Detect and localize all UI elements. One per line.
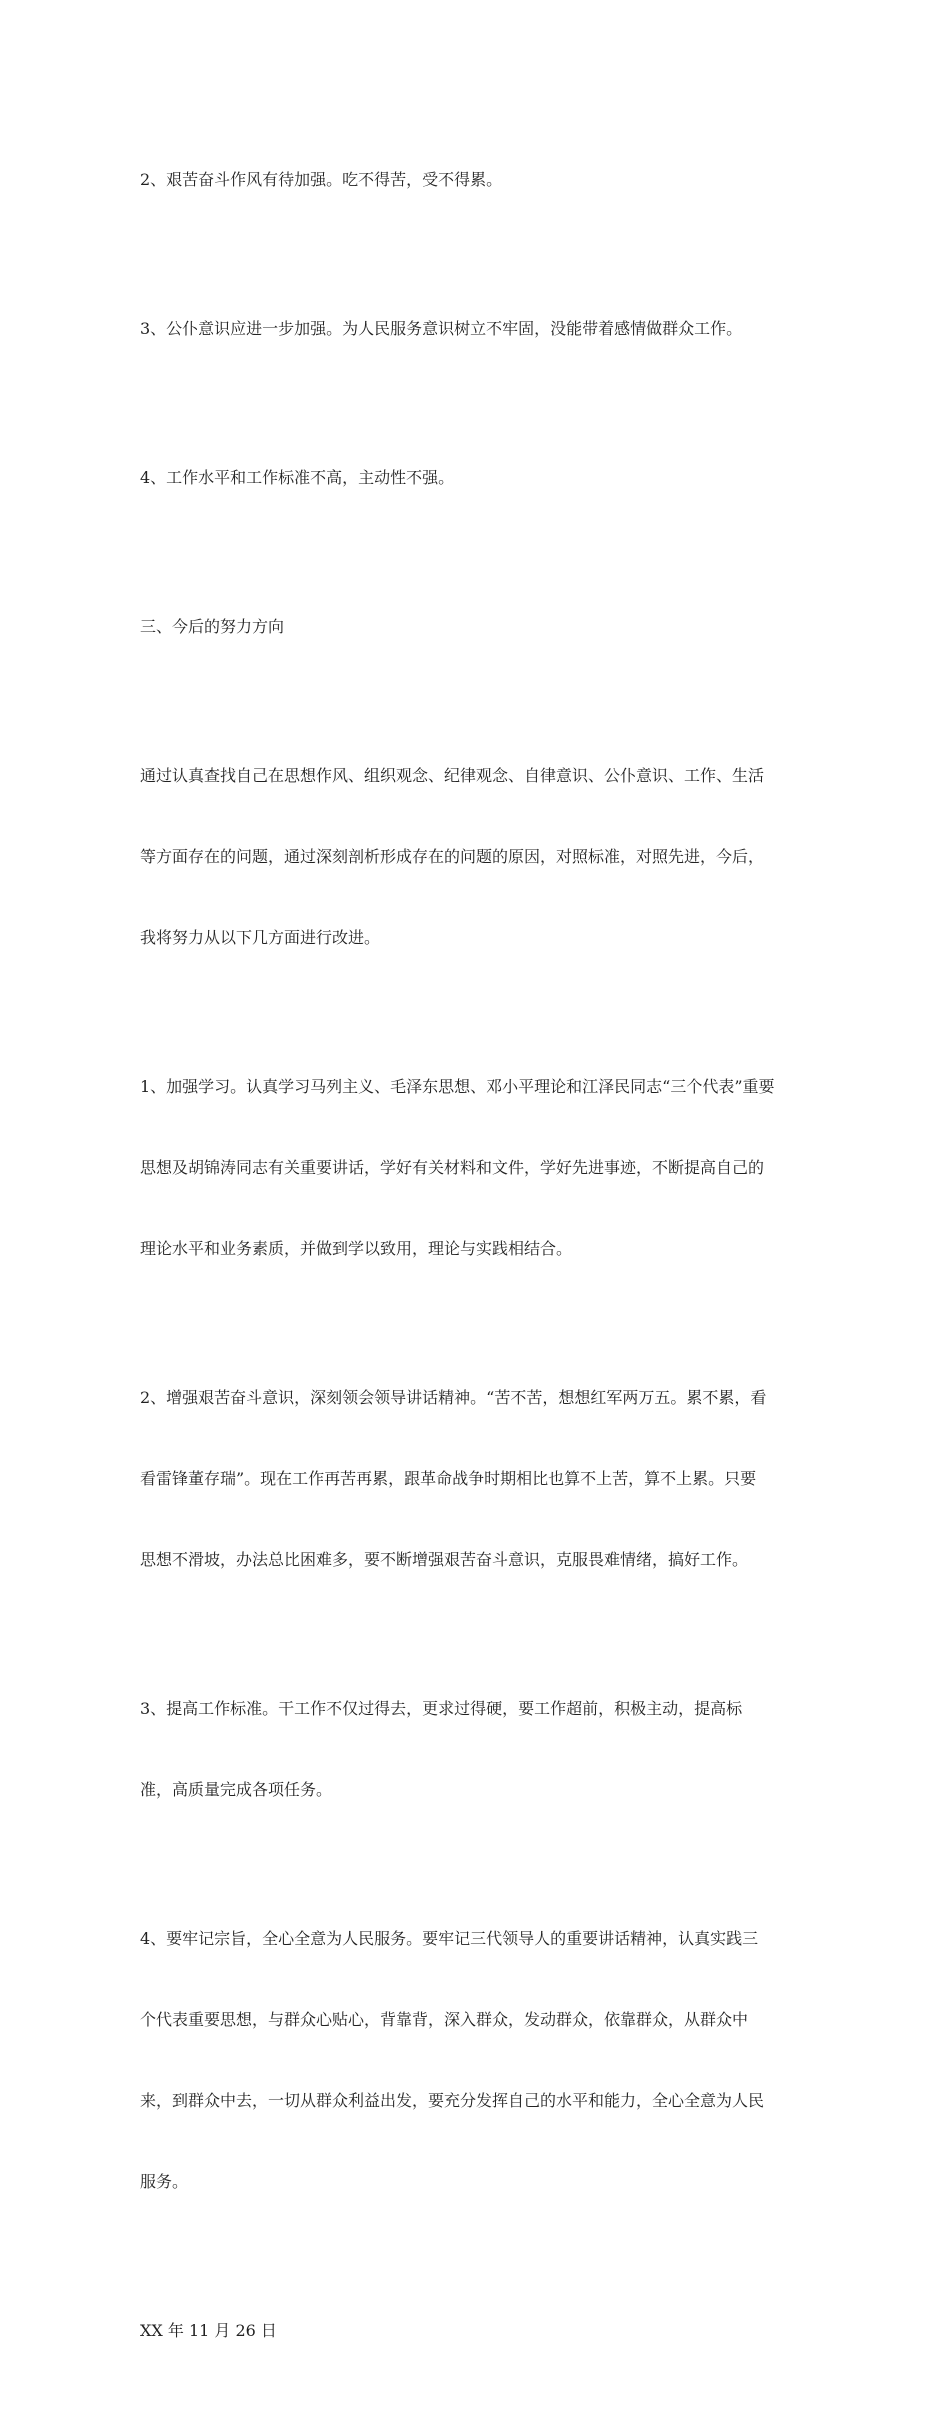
text-line: 3、公仆意识应进一步加强。为人民服务意识树立不牢固，没能带着感情做群众工作。 (140, 319, 743, 338)
text-line: 通过认真查找自己在思想作风、组织观念、纪律观念、自律意识、公仆意识、工作、生活 (140, 766, 765, 785)
text-line: 服务。 (140, 2172, 189, 2191)
date-text: XX 年 11 月 26 日 (140, 2321, 277, 2340)
paragraph-improvement-1 (140, 1019, 816, 1316)
paragraph-weakness-2 (140, 112, 816, 247)
text-line: 等方面存在的问题，通过深刻剖析形成存在的问题的原因，对照标准，对照先进，今后， (140, 847, 765, 866)
text-line: 3、提高工作标准。干工作不仅过得去，更求过得硬，要工作超前，积极主动，提高标 (140, 1699, 743, 1718)
document-page (140, 112, 816, 2412)
text-line: 来，到群众中去，一切从群众利益出发，要充分发挥自己的水平和能力，全心全意为人民 (140, 2091, 765, 2110)
paragraph-weakness-3 (140, 261, 816, 396)
text-line: 思想不滑坡，办法总比困难多，要不断增强艰苦奋斗意识，克服畏难情绪，搞好工作。 (140, 1550, 749, 1569)
text-line: 4、工作水平和工作标准不高，主动性不强。 (140, 468, 455, 487)
paragraph-intro (140, 708, 816, 1005)
text-line: 1、加强学习。认真学习马列主义、毛泽东思想、邓小平理论和江泽民同志“三个代表”重要 (140, 1077, 775, 1096)
paragraph-improvement-3 (140, 1641, 816, 1857)
paragraph-weakness-4 (140, 410, 816, 545)
text-line: 2、艰苦奋斗作风有待加强。吃不得苦，受不得累。 (140, 170, 503, 189)
text-line: 我将努力从以下几方面进行改进。 (140, 928, 381, 947)
text-line: 看雷锋董存瑞”。现在工作再苦再累，跟革命战争时期相比也算不上苦，算不上累。只要 (140, 1469, 757, 1488)
text-line: 准，高质量完成各项任务。 (140, 1780, 333, 1799)
text-line: 个代表重要思想，与群众心贴心，背靠背，深入群众，发动群众，依靠群众，从群众中 (140, 2010, 749, 2029)
paragraph-improvement-2 (140, 1330, 816, 1627)
text-line: 三、今后的努力方向 (140, 617, 285, 636)
section-heading (140, 559, 816, 694)
text-line: 理论水平和业务素质，并做到学以致用，理论与实践相结合。 (140, 1239, 573, 1258)
text-line: 4、要牢记宗旨，全心全意为人民服务。要牢记三代领导人的重要讲话精神，认真实践三 (140, 1929, 759, 1948)
document-date (140, 2263, 816, 2398)
text-line: 2、增强艰苦奋斗意识，深刻领会领导讲话精神。“苦不苦，想想红军两万五。累不累，看 (140, 1388, 767, 1407)
paragraph-improvement-4 (140, 1871, 816, 2249)
text-line: 思想及胡锦涛同志有关重要讲话，学好有关材料和文件，学好先进事迹，不断提高自己的 (140, 1158, 765, 1177)
